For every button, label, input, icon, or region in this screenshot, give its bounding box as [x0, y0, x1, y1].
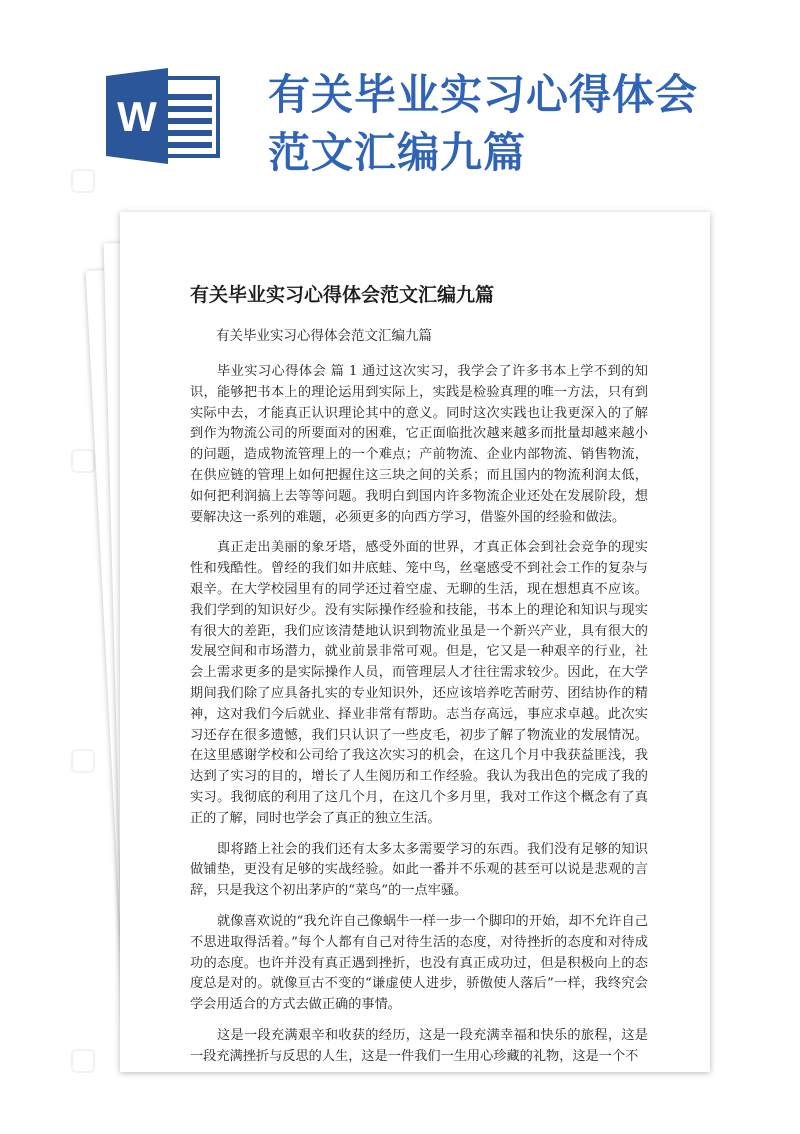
header-title: 有关毕业实习心得体会范文汇编九篇 — [268, 70, 699, 177]
paragraph: 就像喜欢说的“我允许自己像蜗牛一样一步一个脚印的开始，却不允许自己不思进取得活着。”每个人都有自己对待生活的态度，对待挫折的态度和对待成功的态度。也许并没有真正遇到挫折，也没有真正成功过，但是积极向上的态度总是对的。就像亘古不变的“谦虚使人进步，骄傲使人落后”一样，我终究会学会用适合的方式去做正确的事情。 — [190, 913, 648, 1013]
paragraph: 毕业实习心得体会 篇 1 通过这次实习，我学会了许多书本上学不到的知识，能够把书本上的理论运用到实际上，实践是检验真理的唯一方法，只有到实际中去，才能真正认识理论其中的意义。同时这次实践也让我更深入的了解到作为物流公司的所要面对的困难，它正面临批次越来越多而批量却越来越小的问题，造成物流管理上的一个难点；产前物流、企业内部物流、销售物流，在供应链的管理上如何把握住这三块之间的关系；而且国内的物流利润太低，如何把利润搞上去等等问题。我明白到国内许多物流企业还处在发展阶段，想要解决这一系列的难题，必须更多的向西方学习，借鉴外国的经验和做法。 — [190, 364, 648, 525]
paragraph: 即将踏上社会的我们还有太多太多需要学习的东西。我们没有足够的知识做铺垫，更没有足够的实战经验。如此一番并不乐观的甚至可以说是悲观的言辞，只是我这个初出茅庐的“菜鸟”的一点牢骚。 — [190, 841, 648, 899]
svg-text:W: W — [117, 93, 157, 140]
document-subtitle: 有关毕业实习心得体会范文汇编九篇 — [216, 328, 432, 344]
document-body — [190, 354, 648, 1072]
paragraph: 真正走出美丽的象牙塔，感受外面的世界，才真正体会到社会竞争的现实性和残酷性。曾经的我们如井底蛙、笼中鸟，丝毫感受不到社会工作的复杂与艰辛。在大学校园里有的同学还过着空虚、无聊的生活，现在想想真不应该。我们学到的知识好少。没有实际操作经验和技能，书本上的理论和知识与现实有很大的差距，我们应该清楚地认识到物流业虽是一个新兴产业，具有很大的发展空间和市场潜力，就业前景非常可观。但是，它又是一种艰辛的行业，社会上需求更多的是实际操作人员，而管理层人才往往需求较少。因此，在大学期间我们除了应具备扎实的专业知识外，还应该培养吃苦耐劳、团结协作的精神，这对我们今后就业、择业非常有帮助。志当存高远，事应求卓越。此次实习还存在很多遗憾，我们只认识了一些皮毛，初步了解了物流业的发展情况。在这里感谢学校和公司给了我这次实习的机会，在这几个月中我获益匪浅，我达到了实习的目的，增长了人生阅历和工作经验。我认为我出色的完成了我的实习。我彻底的利用了这几个月，在这几个多月里，我对工作这个概念有了真正的了解，同时也学会了真正的独立生活。 — [190, 540, 648, 826]
word-document-icon — [106, 68, 222, 164]
paragraph: 这是一段充满艰辛和收获的经历，这是一段充满幸福和快乐的旅程，这是一段充满挫折与反思的人生，这是一件我们一生用心珍藏的礼物，这是一个不 — [190, 1027, 648, 1064]
document-title: 有关毕业实习心得体会范文汇编九篇 — [190, 284, 495, 306]
document-page — [120, 212, 710, 1072]
